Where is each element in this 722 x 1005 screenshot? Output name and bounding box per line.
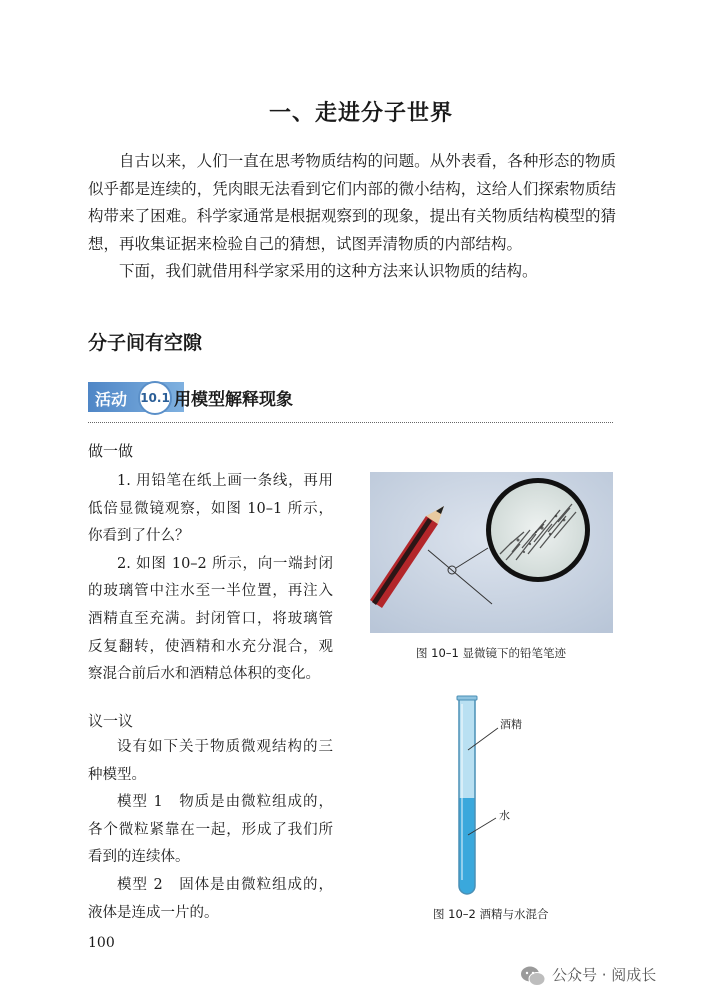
magnified-lens — [486, 478, 590, 582]
figure1-caption: 图 10–1 显微镜下的铅笔笔迹 — [416, 646, 567, 660]
page-title: 一、走进分子世界 — [268, 101, 453, 126]
do-step: 1. 用铅笔在纸上画一条线，再用低倍显微镜观察，如图 10–1 所示，你看到了什么？ — [88, 473, 333, 545]
discuss-paragraph: 模型 2 固体是由微粒组成的，液体是连成一片的。 — [88, 876, 333, 921]
discuss-paragraph: 模型 1 物质是由微粒组成的，各个微粒紧靠在一起，形成了我们所看到的连续体。 — [88, 794, 333, 866]
section-heading: 分子间有空隙 — [88, 332, 203, 354]
watermark — [520, 964, 656, 987]
discuss-paragraph: 设有如下关于物质微观结构的三种模型。 — [88, 739, 333, 783]
label-alcohol: 酒精 — [500, 718, 522, 731]
wechat-icon — [520, 965, 546, 987]
activity-title: 用模型解释现象 — [174, 390, 293, 410]
page-number: 100 — [88, 935, 115, 951]
activity-header — [88, 380, 308, 414]
activity-tag-label: 活动 — [95, 390, 128, 409]
figure2-caption: 图 10–2 酒精与水混合 — [433, 907, 549, 921]
do-steps — [88, 468, 333, 689]
pencil-microscope-illustration — [370, 472, 613, 633]
test-tube-icon — [457, 696, 477, 894]
watermark-text: 公众号 · 阅成长 — [552, 966, 657, 984]
intro-paragraph: 自古以来，人们一直在思考物质结构的问题。从外表看，各种形态的物质似乎都是连续的，凭肉眼无法看到它们内部的微小结构，这给人们探索物质结构带来了困难。科学家通常是根据观察到的现象，提出有关物质结构模型的猜想，再收集证据来检验自己的猜想，试图弄清物质的内部结构。 — [88, 152, 616, 253]
figure-pencil-microscope — [370, 472, 613, 633]
intro-text — [88, 148, 616, 286]
discuss-text — [88, 734, 333, 927]
discuss-heading: 议一议 — [88, 712, 134, 730]
do-heading: 做一做 — [88, 442, 134, 460]
activity-number-badge: 10.1 — [138, 381, 172, 415]
intro-paragraph: 下面，我们就借用科学家采用的这种方法来认识物质的结构。 — [119, 262, 538, 280]
dotted-divider — [88, 422, 613, 423]
label-water: 水 — [499, 809, 510, 822]
do-step: 2. 如图 10–2 所示，向一端封闭的玻璃管中注水至一半位置，再注入酒精直至充满。封闭管口，将玻璃管反复翻转，使酒精和水充分混合，观察混合前后水和酒精总体积的变化。 — [88, 555, 333, 683]
